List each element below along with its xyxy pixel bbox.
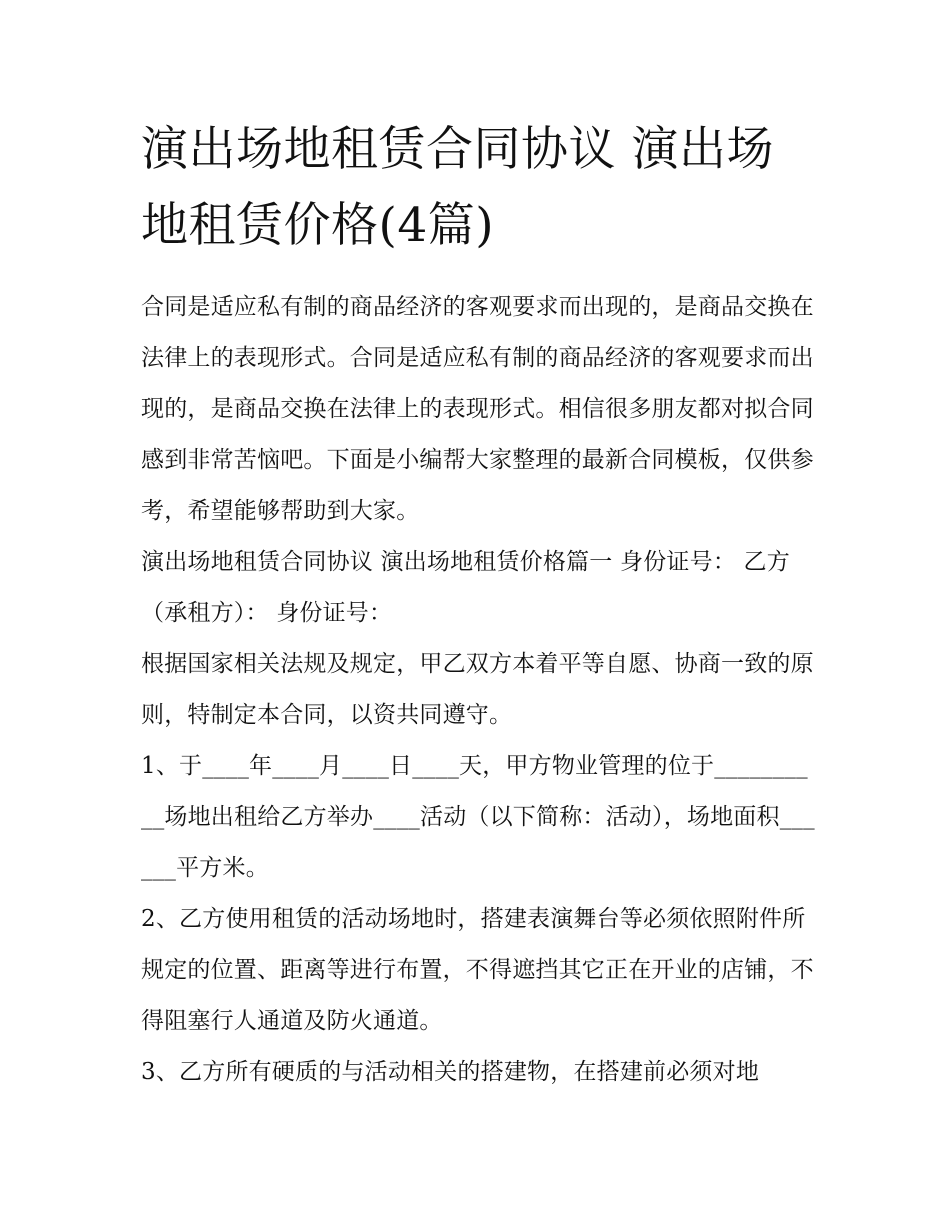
principle-paragraph: 根据国家相关法规及规定，甲乙双方本着平等自愿、协商一致的原则，特制定本合同，以资共同遵守。: [141, 651, 814, 728]
intro-paragraph: 合同是适应私有制的商品经济的客观要求而出现的，是商品交换在法律上的表现形式。合同是适应私有制的商品经济的客观要求而出现的，是商品交换在法律上的表现形式。相信很多朋友都对拟合同感到非常苦恼吧。下面是小编帮大家整理的最新合同模板，仅供参考，希望能够帮助到大家。: [141, 294, 814, 524]
clause-2-paragraph: 2、乙方使用租赁的活动场地时，搭建表演舞台等必须依照附件所规定的位置、距离等进行布置，不得遮挡其它正在开业的店铺，不得阻塞行人通道及防火通道。: [141, 906, 814, 1034]
document-title: 演出场地租赁合同协议 演出场地租赁价格(4篇): [141, 122, 774, 253]
party-info-paragraph: 演出场地租赁合同协议 演出场地租赁价格篇一 身份证号： 乙方（承租方）： 身份证号：: [141, 549, 790, 626]
clause-3-paragraph: 3、乙方所有硬质的与活动相关的搭建物，在搭建前必须对地: [141, 1059, 760, 1085]
clause-1-paragraph: 1、于____年____月____日____天，甲方物业管理的位于__________场地出租给乙方举办____活动（以下简称：活动），场地面积______平方米。: [141, 753, 815, 881]
title-spacer: [141, 264, 816, 282]
